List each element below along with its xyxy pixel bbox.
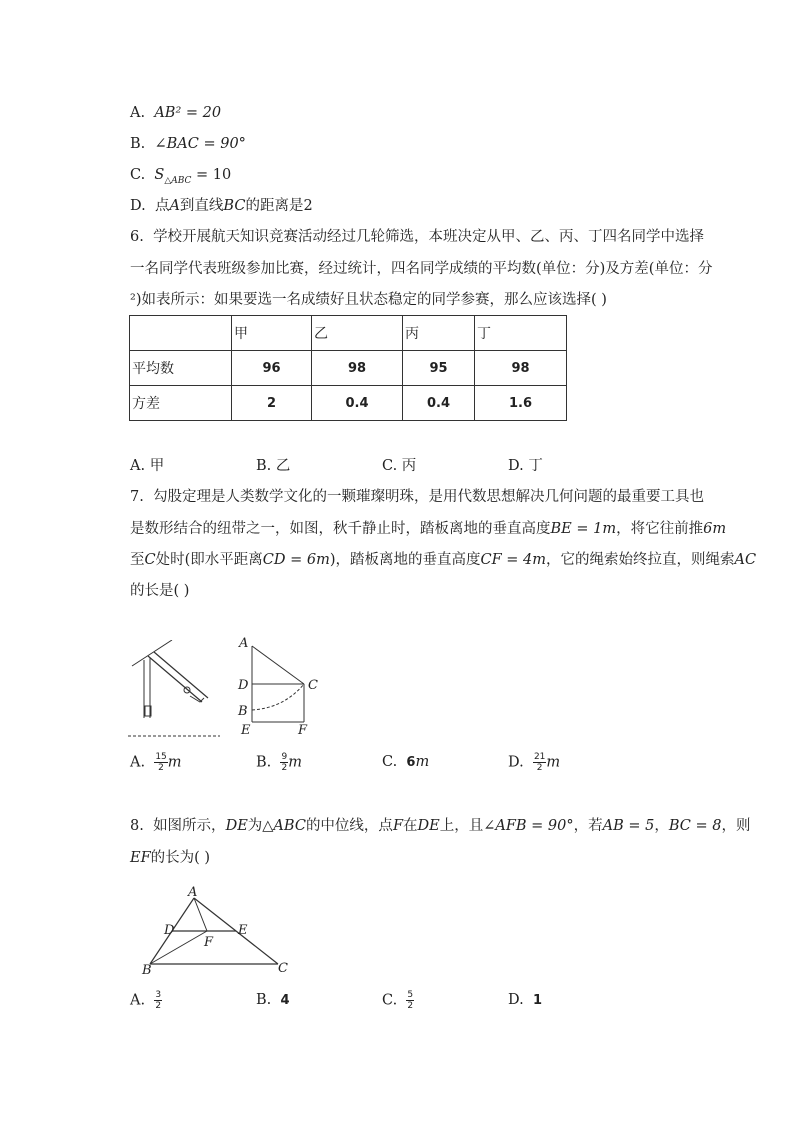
q7-option-c: C. 6m	[382, 754, 430, 770]
label-d: D	[238, 678, 249, 693]
label-b: B	[142, 963, 152, 976]
table-row	[130, 386, 567, 421]
table-cell	[130, 316, 232, 351]
segment-bf	[150, 931, 207, 964]
q8-option-d: D. 1	[508, 992, 542, 1008]
q8-option-c: C. $\frac{5}{2}$	[382, 990, 414, 1011]
q7-stem-line-2: 是数形结合的纽带之一，如图，秋千静止时，踏板离地的垂直高度BE = 1m，将它往前推6m	[130, 521, 727, 537]
label-e: E	[241, 723, 251, 738]
q5-option-c: C. $S_{\triangle ABC} = 10$	[130, 167, 232, 186]
swing-rope-outer	[148, 656, 202, 702]
q5-option-d: D. 点A到直线BC的距离是2	[130, 198, 313, 214]
table-header-bing: 丙	[403, 316, 475, 351]
q6-score-table	[129, 315, 567, 421]
table-row	[130, 351, 567, 386]
q7-stem-line-3: 至C处时(即水平距离CD = 6m)，踏板离地的垂直高度CF = 4m，它的绳索始终拉直，则绳索AC	[130, 552, 757, 568]
table-cell: 0.4	[403, 386, 475, 421]
label-d: D	[164, 923, 175, 938]
q6-stem-line-3: ²)如表所示：如果要选一名成绩好且状态稳定的同学参赛，那么应该选择( )	[130, 292, 607, 308]
q7-option-a: A. $\frac{15}{2}$ m	[130, 752, 182, 773]
q6-stem-line-1: 6. 学校开展航天知识竞赛活动经过几轮筛选，本班决定从甲、乙、丙、丁四名同学中选择	[130, 229, 705, 245]
q6-option-c: C. 丙	[382, 458, 417, 474]
q8-triangle-figure	[138, 884, 298, 976]
swing-illustration	[128, 640, 224, 740]
q7-stem-line-4: 的长是( )	[130, 583, 190, 599]
table-cell: 1.6	[475, 386, 567, 421]
q8-option-a: A. $\frac{3}{2}$	[130, 990, 162, 1011]
q7-stem-line-1: 7. 勾股定理是人类数学文化的一颗璀璨明珠，是用代数思想解决几何问题的最重要工具也	[130, 489, 705, 505]
fraction: $\frac{15}{2}$	[155, 752, 167, 773]
label-c: C	[278, 961, 288, 976]
table-row-label: 方差	[130, 386, 232, 421]
q7-option-d: D. $\frac{21}{2}$ m	[508, 752, 561, 773]
swing-arc	[252, 684, 304, 710]
fraction: $\frac{5}{2}$	[407, 990, 414, 1011]
label-b: B	[238, 704, 248, 719]
label-f: F	[204, 935, 214, 950]
label-e: E	[238, 923, 248, 938]
table-cell: 0.4	[312, 386, 403, 421]
fraction: $\frac{21}{2}$	[533, 752, 546, 773]
fraction: $\frac{3}{2}$	[155, 990, 162, 1011]
label-a: A	[239, 636, 249, 651]
table-cell: 98	[475, 351, 567, 386]
table-cell: 95	[403, 351, 475, 386]
table-header-ding: 丁	[475, 316, 567, 351]
q5-option-a: A. AB² = 20	[130, 105, 222, 121]
label-a: A	[188, 885, 198, 900]
q7-geometry-figure	[232, 632, 328, 738]
swing-seat	[190, 696, 204, 702]
q6-option-a: A. 甲	[130, 458, 165, 474]
table-row-label: 平均数	[130, 351, 232, 386]
table-cell: 98	[312, 351, 403, 386]
q8-option-b: B. 4	[256, 992, 290, 1008]
q6-stem-line-2: 一名同学代表班级参加比赛，经过统计，四名同学成绩的平均数(单位：分)及方差(单位：分	[130, 261, 713, 277]
q7-option-b: B. $\frac{9}{2}$ m	[256, 752, 302, 773]
q8-stem-line-2: EF的长为( )	[130, 850, 211, 866]
table-cell: 96	[232, 351, 312, 386]
table-header-row	[130, 316, 567, 351]
q8-stem-line-1: 8. 如图所示，DE为△ABC的中位线，点F在DE上，且∠AFB = 90°，若AB = 5，BC = 8，则	[130, 818, 751, 834]
fraction: $\frac{9}{2}$	[281, 752, 288, 773]
q6-option-d: D. 丁	[508, 458, 543, 474]
q5-option-b: B. ∠BAC = 90°	[130, 136, 246, 152]
q6-option-b: B. 乙	[256, 458, 291, 474]
label-c: C	[308, 678, 318, 693]
segment-ac	[252, 646, 304, 684]
label-f: F	[298, 723, 308, 738]
swing-rope-inner	[154, 652, 208, 698]
table-header-jia: 甲	[232, 316, 312, 351]
table-header-yi: 乙	[312, 316, 403, 351]
table-cell: 2	[232, 386, 312, 421]
